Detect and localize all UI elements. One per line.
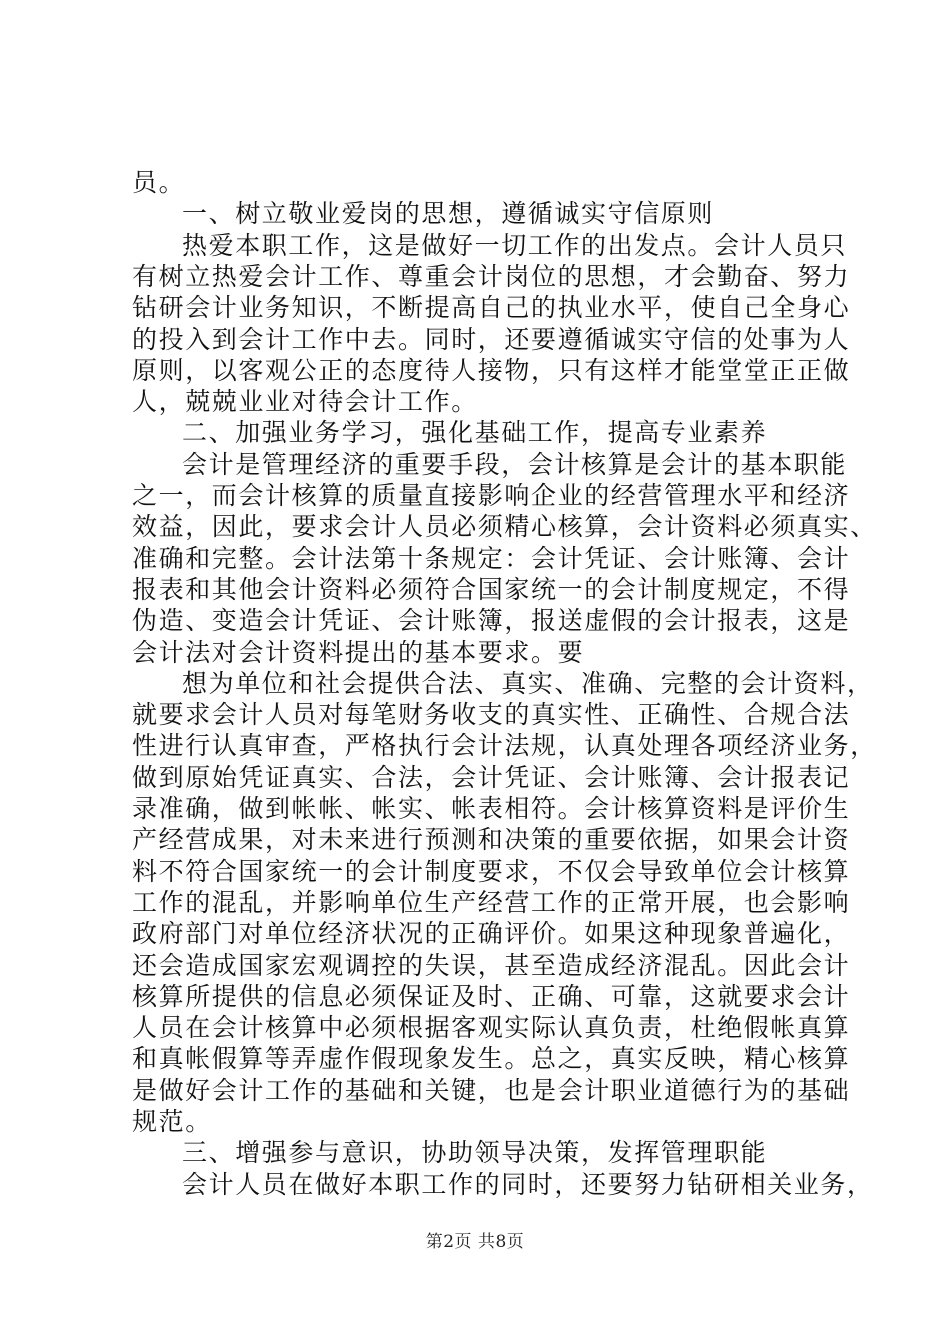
text-line: 还会造成国家宏观调控的失误，甚至造成经济混乱。因此会计 bbox=[132, 950, 851, 980]
text-line: 人员在会计核算中必须根据客观实际认真负责，杜绝假帐真算 bbox=[132, 1013, 851, 1043]
section-heading: 二、加强业务学习，强化基础工作，提高专业素养 bbox=[182, 418, 768, 448]
section-heading: 三、增强参与意识，协助领导决策，发挥管理职能 bbox=[182, 1138, 768, 1168]
text-line: 就要求会计人员对每笔财务收支的真实性、正确性、合规合法 bbox=[132, 700, 851, 730]
section-heading: 一、树立敬业爱岗的思想，遵循诚实守信原则 bbox=[182, 199, 715, 229]
text-line: 核算所提供的信息必须保证及时、正确、可靠，这就要求会计 bbox=[132, 981, 851, 1011]
text-line: 钻研会计业务知识，不断提高自己的执业水平，使自己全身心 bbox=[132, 293, 851, 323]
text-line: 性进行认真审查，严格执行会计法规，认真处理各项经济业务， bbox=[132, 731, 877, 761]
text-line: 录准确，做到帐帐、帐实、帐表相符。会计核算资料是评价生 bbox=[132, 794, 851, 823]
text-line: 效益，因此，要求会计人员必须精心核算，会计资料必须真实、 bbox=[132, 512, 877, 542]
text-line: 做到原始凭证真实、合法，会计凭证、会计账簿、会计报表记 bbox=[132, 762, 851, 792]
text-line: 热爱本职工作，这是做好一切工作的出发点。会计人员只 bbox=[182, 230, 848, 260]
text-line: 工作的混乱，并影响单位生产经营工作的正常开展，也会影响 bbox=[132, 887, 851, 917]
text-line: 规范。 bbox=[132, 1107, 212, 1136]
page-footer: 第2页 共8页 bbox=[425, 1232, 525, 1252]
text-line: 会计人员在做好本职工作的同时，还要努力钻研相关业务， bbox=[182, 1169, 874, 1199]
text-line: 政府部门对单位经济状况的正确评价。如果这种现象普遍化， bbox=[132, 919, 851, 949]
text-line: 准确和完整。会计法第十条规定：会计凭证、会计账簿、会计 bbox=[132, 543, 851, 573]
text-line: 的投入到会计工作中去。同时，还要遵循诚实守信的处事为人 bbox=[132, 324, 851, 354]
text-line: 会计法对会计资料提出的基本要求。要 bbox=[132, 637, 585, 667]
text-line: 报表和其他会计资料必须符合国家统一的会计制度规定，不得 bbox=[132, 574, 851, 604]
text-line: 人，兢兢业业对待会计工作。 bbox=[132, 387, 478, 417]
text-line: 料不符合国家统一的会计制度要求，不仅会导致单位会计核算 bbox=[132, 856, 851, 886]
text-line: 会计是管理经济的重要手段，会计核算是会计的基本职能 bbox=[182, 449, 848, 479]
text-line: 和真帐假算等弄虚作假现象发生。总之，真实反映，精心核算 bbox=[132, 1044, 851, 1074]
text-line: 产经营成果，对未来进行预测和决策的重要依据，如果会计资 bbox=[132, 825, 851, 855]
text-line: 是做好会计工作的基础和关键，也是会计职业道德行为的基础 bbox=[132, 1075, 851, 1105]
text-line: 有树立热爱会计工作、尊重会计岗位的思想，才会勤奋、努力 bbox=[132, 261, 851, 291]
text-line: 伪造、变造会计凭证、会计账簿，报送虚假的会计报表，这是 bbox=[132, 606, 851, 636]
text-line: 员。 bbox=[132, 168, 186, 197]
text-line: 原则，以客观公正的态度待人接物，只有这样才能堂堂正正做 bbox=[132, 355, 851, 385]
text-line: 想为单位和社会提供合法、真实、准确、完整的会计资料， bbox=[182, 668, 874, 698]
text-line: 之一，而会计核算的质量直接影响企业的经营管理水平和经济 bbox=[132, 481, 851, 510]
